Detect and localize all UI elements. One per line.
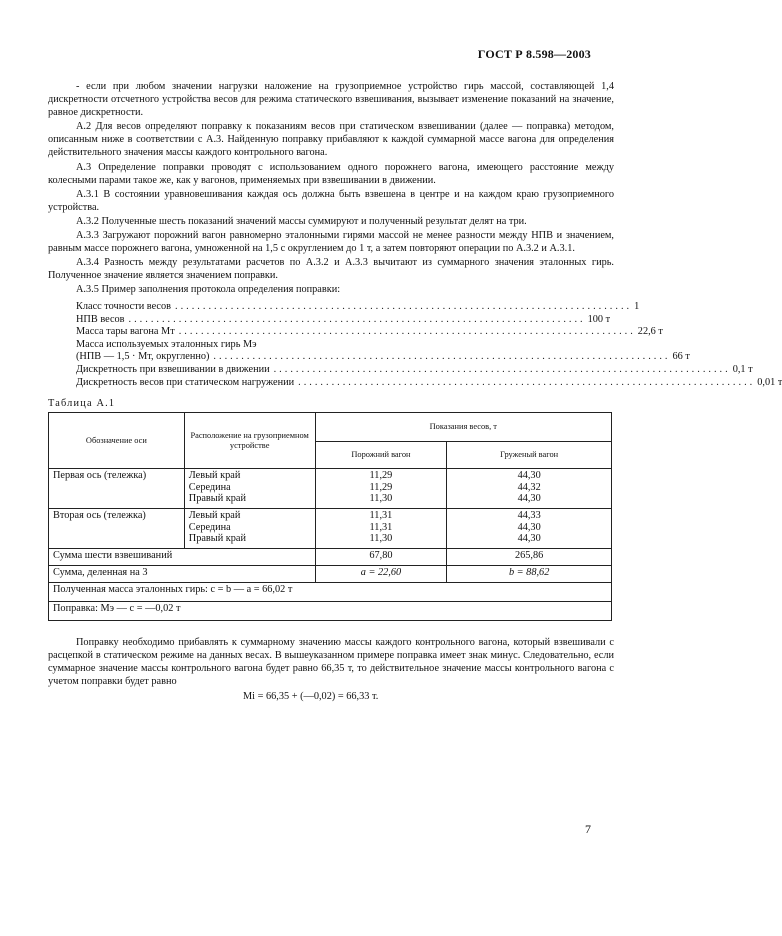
page-number: 7 [585, 822, 591, 836]
axis-name: Первая ось (тележка) [49, 469, 185, 509]
protocol-value: 0,1 т [732, 363, 753, 375]
dot-leader: .................................................................................. [273, 363, 731, 375]
paragraph-a31: А.3.1 В состоянии уравновешивания каждая ось должна быть взвешена в центре и на каждом краю грузоприемного устройства. [48, 188, 614, 213]
protocol-row-disc-static [76, 376, 782, 390]
reading-value: 11,31 [369, 521, 393, 533]
protocol-label: Масса тары вагона Мт [76, 326, 175, 338]
sum-div-label: Сумма, деленная на 3 [49, 566, 316, 583]
paragraph-a33: А.3.3 Загружают порожний вагон равномерно эталонными гирями массой не менее разности между НПВ и значением, равным массе порожнего вагона, умноженной на 1,5 с округлением до 1 т, а затем повторяют операции по А.3.2 и А.3.1. [48, 230, 614, 255]
paragraph-a3: А.3 Определение поправки проводят с использованием одного порожнего вагона, имеющего расстояние между колесными парами такое же, как у вагонов, применяемых при взвешивании в движении. [48, 161, 614, 186]
reading-value: 11,30 [369, 493, 393, 505]
position-item: Середина [188, 521, 231, 533]
dot-leader: .................................................................................. [178, 326, 636, 338]
sum-div-loaded: b = 88,62 [447, 566, 612, 583]
protocol-label: Класс точности весов [76, 301, 171, 312]
empty-readings [315, 469, 447, 509]
protocol-value: 66 т [672, 351, 690, 363]
sum-div-empty: a = 22,60 [315, 566, 447, 583]
loaded-readings [447, 509, 612, 549]
dot-leader: .................................................................................. [298, 376, 756, 388]
conclusion-paragraph: Поправку необходимо прибавлять к суммарному значению массы каждого контрольного вагона, который взвешивали с расцепкой в статическом режиме на данных весах. В вышеуказанном примере поправка имеет знак минус. Следовательно, если суммарное значение массы контрольного вагона будет равно 66,35 т, то действительное значение массы контрольного вагона с учетом поправки будет равно [48, 637, 614, 688]
protocol-row-tare [76, 326, 663, 339]
paragraph-a34: А.3.4 Разность между результатами расчетов по А.3.2 и А.3.3 вычитают из суммарного значения эталонных гирь. Полученное значение является значением поправки. [48, 257, 614, 282]
document-header: ГОСТ Р 8.598—2003 [477, 47, 591, 61]
sum-six-empty: 67,80 [315, 549, 447, 566]
paragraph-dash-item: - если при любом значении нагрузки наложение на грузоприемное устройство гирь массой, составляющей 1,4 дискретности отсчетного устройства весов для режима статического взвешивания, вызывает изменение показаний на значение, равное дискретности. [48, 81, 614, 119]
appendix-text [48, 80, 614, 298]
paragraph-a35: А.3.5 Пример заполнения протокола определения поправки: [76, 284, 341, 296]
reading-value: 11,30 [369, 533, 393, 545]
protocol-value: 1 [634, 301, 640, 312]
protocol-row-accuracy [76, 301, 640, 314]
protocol-label: НПВ весов [76, 313, 125, 325]
protocol-row-weights-title [76, 339, 552, 352]
protocol-value: 100 т [587, 313, 611, 325]
axis-name: Вторая ось (тележка) [49, 509, 185, 549]
position-item: Левый край [188, 470, 241, 481]
position-list [184, 469, 315, 509]
header-empty-wagon: Порожний вагон [315, 442, 447, 469]
reading-value: 44,32 [517, 481, 541, 493]
conclusion-text [48, 636, 614, 688]
reading-value: 44,30 [517, 470, 541, 481]
weights-mass-row: Полученная масса эталонных гирь: c = b — a = 66,02 т [49, 583, 612, 602]
correction-row: Поправка: Мэ — c = —0,02 т [49, 602, 612, 621]
protocol-row-disc-motion [76, 363, 753, 377]
reading-value: 44,30 [517, 493, 541, 505]
protocol-label: (НПВ — 1,5 · Мт, округленно) [76, 351, 210, 363]
reading-value: 44,30 [517, 533, 541, 545]
table-caption: Таблица А.1 [48, 398, 116, 409]
dot-leader: .................................................................................. [175, 301, 633, 312]
protocol-label: Дискретность весов при статическом нагружении [76, 376, 295, 388]
header-position: Расположение на грузоприемном устройстве [184, 413, 315, 469]
position-item: Правый край [188, 493, 247, 505]
dot-leader: .................................................................................. [213, 351, 671, 363]
sum-six-label: Сумма шести взвешиваний [49, 549, 316, 566]
dot-leader: .................................................................................. [128, 313, 586, 325]
protocol-row-weights [76, 351, 690, 364]
protocol-list [76, 301, 782, 389]
protocol-row-npv [76, 313, 611, 327]
protocol-value: 0,01 т [757, 376, 782, 388]
empty-readings [315, 509, 447, 549]
reading-value: 44,30 [517, 521, 541, 533]
position-list [184, 509, 315, 549]
reading-value: 11,29 [369, 481, 393, 493]
position-item: Середина [188, 481, 231, 493]
loaded-readings [447, 469, 612, 509]
paragraph-a32: А.3.2 Полученные шесть показаний значений массы суммируют и полученный результат делят на три. [76, 215, 527, 227]
header-loaded-wagon: Груженый вагон [447, 442, 612, 469]
header-readings: Показания весов, т [315, 413, 611, 442]
reading-value: 11,31 [369, 510, 393, 521]
header-axis: Обозначение оси [49, 413, 185, 469]
protocol-label: Масса используемых эталонных гирь Мэ [76, 338, 257, 350]
paragraph-a2: А.2 Для весов определяют поправку к показаниям весов при статическом взвешивании (далее — поправка) методом, описанным ниже в соответствии с А.3. Найденную поправку прибавляют к каждой суммарной массе вагона для определения действительного значения массы каждого контрольного вагона. [48, 121, 614, 159]
reading-value: 44,33 [517, 510, 541, 521]
reading-value: 11,29 [369, 470, 393, 481]
protocol-label: Дискретность при взвешивании в движении [76, 363, 270, 375]
protocol-value: 22,6 т [637, 326, 663, 338]
correction-table [48, 412, 612, 621]
sum-six-loaded: 265,86 [447, 549, 612, 566]
position-item: Правый край [188, 533, 247, 545]
position-item: Левый край [188, 510, 241, 521]
result-formula: Мi = 66,35 + (—0,02) = 66,33 т. [243, 691, 379, 702]
